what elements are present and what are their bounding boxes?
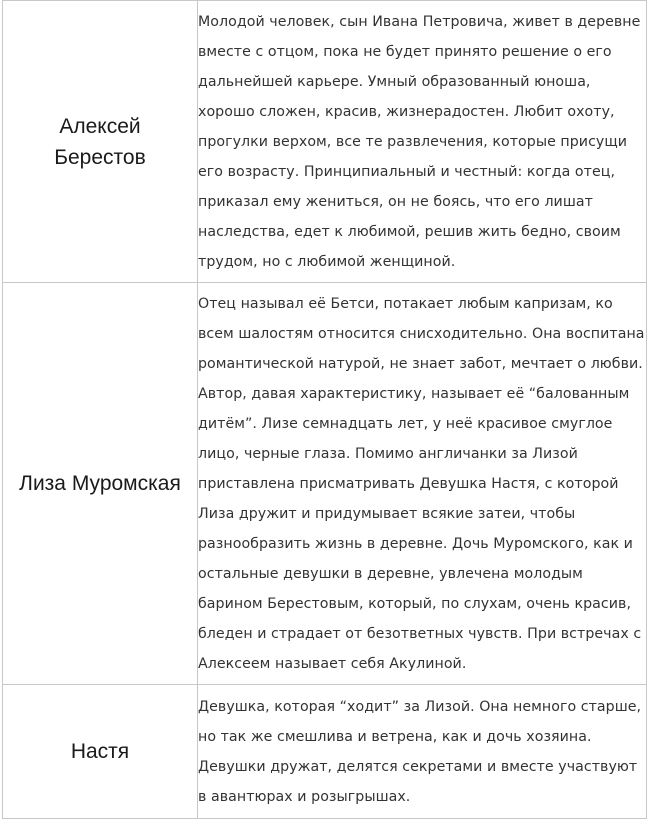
table-row <box>3 283 647 685</box>
character-name-cell <box>3 685 198 819</box>
table-row <box>3 1 647 283</box>
character-name: Алексей Берестов <box>54 114 146 169</box>
character-description: Девушка, которая “ходит” за Лизой. Она немного старше, но так же смешлива и ветрена, как и дочь хозяина. Девушки дружат, делятся секретами и вместе участвуют в авантюрах и розыгрышах. <box>198 685 647 819</box>
character-name: Лиза Муромская <box>19 472 181 495</box>
character-name-cell <box>3 1 198 283</box>
table-row <box>3 685 647 819</box>
character-name-cell <box>3 283 198 685</box>
character-description: Отец называл её Бетси, потакает любым капризам, ко всем шалостям относится снисходительно. Она воспитана романтической натурой, не знает забот, мечтает о любви. Автор, давая характеристику, называет её “балованным дитём”. Лизе семнадцать лет, у неё красивое смуглое лицо, черные глаза. Помимо англичанки за Лизой приставлена присматривать Девушка Настя, с которой Лиза дружит и придумывает всякие затеи, чтобы разнообразить жизнь в деревне. Дочь Муромского, как и остальные девушки в деревне, увлечена молодым барином Берестовым, который, по слухам, очень красив, бледен и страдает от безответных чувств. При встречах с Алексеем называет себя Акулиной. <box>198 283 647 685</box>
character-description: Молодой человек, сын Ивана Петровича, живет в деревне вместе с отцом, пока не будет принято решение о его дальнейшей карьере. Умный образованный юноша, хорошо сложен, красив, жизнерадостен. Любит охоту, прогулки верхом, все те развлечения, которые присущи его возрасту. Принципиальный и честный: когда отец, приказал ему жениться, он не боясь, что его лишат наследства, едет к любимой, решив жить бедно, своим трудом, но с любимой женщиной. <box>198 1 647 283</box>
characters-table <box>2 0 647 819</box>
character-name: Настя <box>70 740 130 763</box>
